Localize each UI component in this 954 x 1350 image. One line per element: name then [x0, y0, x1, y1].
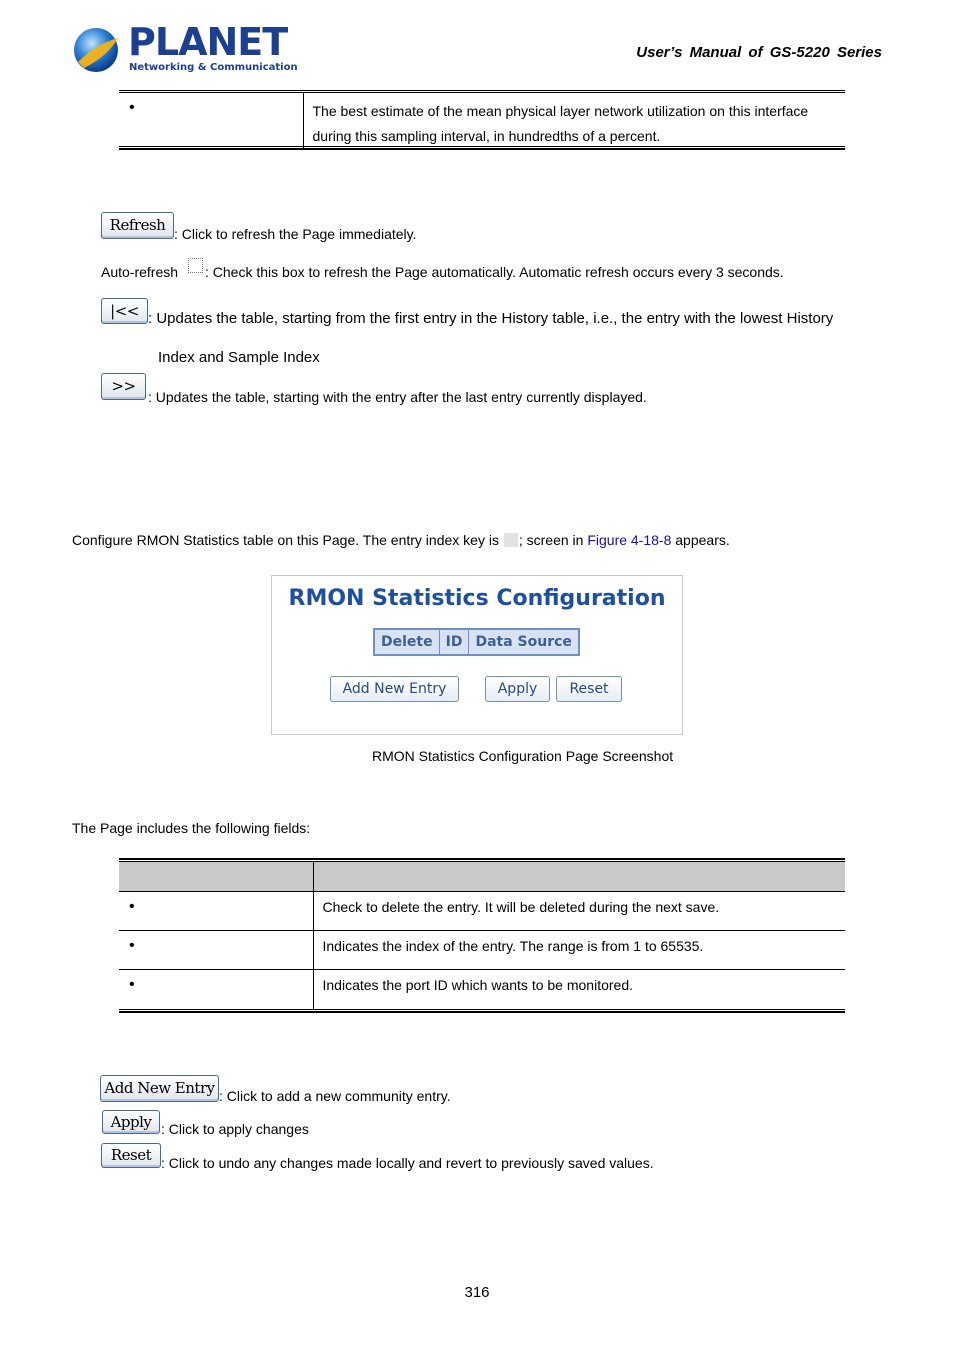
reset-button-legend[interactable]: Reset	[101, 1143, 161, 1168]
column-header-delete: Delete	[375, 630, 440, 654]
refresh-description: : Click to refresh the Page immediately.	[174, 226, 417, 242]
column-header-id: ID	[440, 630, 470, 654]
top-table-rule-bottom	[119, 146, 845, 150]
column-header-data-source: Data Source	[475, 634, 572, 650]
intro-text-middle: ; screen in	[518, 532, 584, 548]
header-cell-object	[119, 862, 313, 891]
header-cell-description	[313, 862, 845, 891]
page-number: 316	[464, 1284, 490, 1301]
parameter-cell	[119, 93, 303, 149]
autorefresh-label: Auto-refresh	[101, 264, 179, 280]
parameter-cell	[119, 930, 313, 969]
reset-button[interactable]: Reset	[556, 676, 622, 702]
fields-table-rule-bottom	[119, 1009, 845, 1013]
top-table	[119, 93, 845, 149]
first-page-button[interactable]: |<<	[101, 298, 148, 324]
apply-description: : Click to apply changes	[161, 1121, 309, 1137]
next-page-description: : Updates the table, starting with the entry after the last entry currently displayed.	[148, 389, 647, 405]
logo-tagline: Networking & Communication	[129, 62, 298, 73]
bullet: •	[129, 936, 135, 954]
description-cell: Check to delete the entry. It will be deleted during the next save.	[313, 891, 845, 930]
autorefresh-checkbox-icon[interactable]	[188, 258, 203, 273]
intro-text-before: Configure RMON Statistics table on this Page. The entry index key is	[72, 532, 499, 548]
apply-button[interactable]: Apply	[485, 676, 550, 702]
table-row	[119, 969, 845, 1009]
config-table-header	[373, 628, 580, 656]
intro-paragraph	[72, 532, 730, 548]
description-line: The best estimate of the mean physical layer network utilization on this interface	[312, 103, 809, 119]
screenshot-title: RMON Statistics Configuration	[288, 586, 666, 611]
table-row	[119, 93, 845, 149]
intro-text-after: appears.	[675, 532, 730, 548]
globe-icon	[72, 22, 128, 78]
description-cell	[303, 93, 845, 149]
parameter-cell	[119, 969, 313, 1009]
next-page-button[interactable]: >>	[101, 373, 146, 400]
bullet: •	[129, 975, 135, 993]
rmon-config-screenshot	[271, 575, 683, 735]
figure-caption: RMON Statistics Configuration Page Screenshot	[372, 748, 674, 764]
bullet: •	[129, 99, 135, 116]
add-entry-description: : Click to add a new community entry.	[219, 1088, 451, 1104]
description-line: during this sampling interval, in hundredths of a percent.	[312, 128, 661, 144]
table-row	[119, 891, 845, 930]
description-cell: Indicates the port ID which wants to be monitored.	[322, 976, 633, 993]
table-header-row	[119, 862, 845, 891]
apply-button-legend[interactable]: Apply	[102, 1110, 160, 1134]
manual-title: User’s Manual of GS-5220 Series	[636, 44, 882, 61]
table-row	[119, 930, 845, 969]
bullet: •	[129, 897, 135, 915]
fields-intro: The Page includes the following fields:	[72, 820, 311, 836]
add-new-entry-button[interactable]: Add New Entry	[330, 676, 459, 702]
figure-link[interactable]: Figure 4-18-8	[587, 532, 672, 548]
index-key-placeholder	[504, 533, 518, 547]
logo-wordmark: PLANET	[128, 20, 288, 64]
add-new-entry-button-legend[interactable]: Add New Entry	[100, 1075, 219, 1102]
reset-description: : Click to undo any changes made locally and revert to previously saved values.	[161, 1155, 654, 1171]
refresh-button[interactable]: Refresh	[101, 212, 174, 239]
autorefresh-description: : Check this box to refresh the Page automatically. Automatic refresh occurs every 3 seconds.	[205, 264, 784, 280]
description-cell: Indicates the index of the entry. The range is from 1 to 65535.	[313, 930, 845, 969]
fields-table	[119, 862, 845, 1009]
first-page-description-cont: Index and Sample Index	[158, 349, 320, 366]
parameter-cell	[119, 891, 313, 930]
first-page-description: : Updates the table, starting from the first entry in the History table, i.e., the entry with the lowest History	[148, 310, 834, 327]
